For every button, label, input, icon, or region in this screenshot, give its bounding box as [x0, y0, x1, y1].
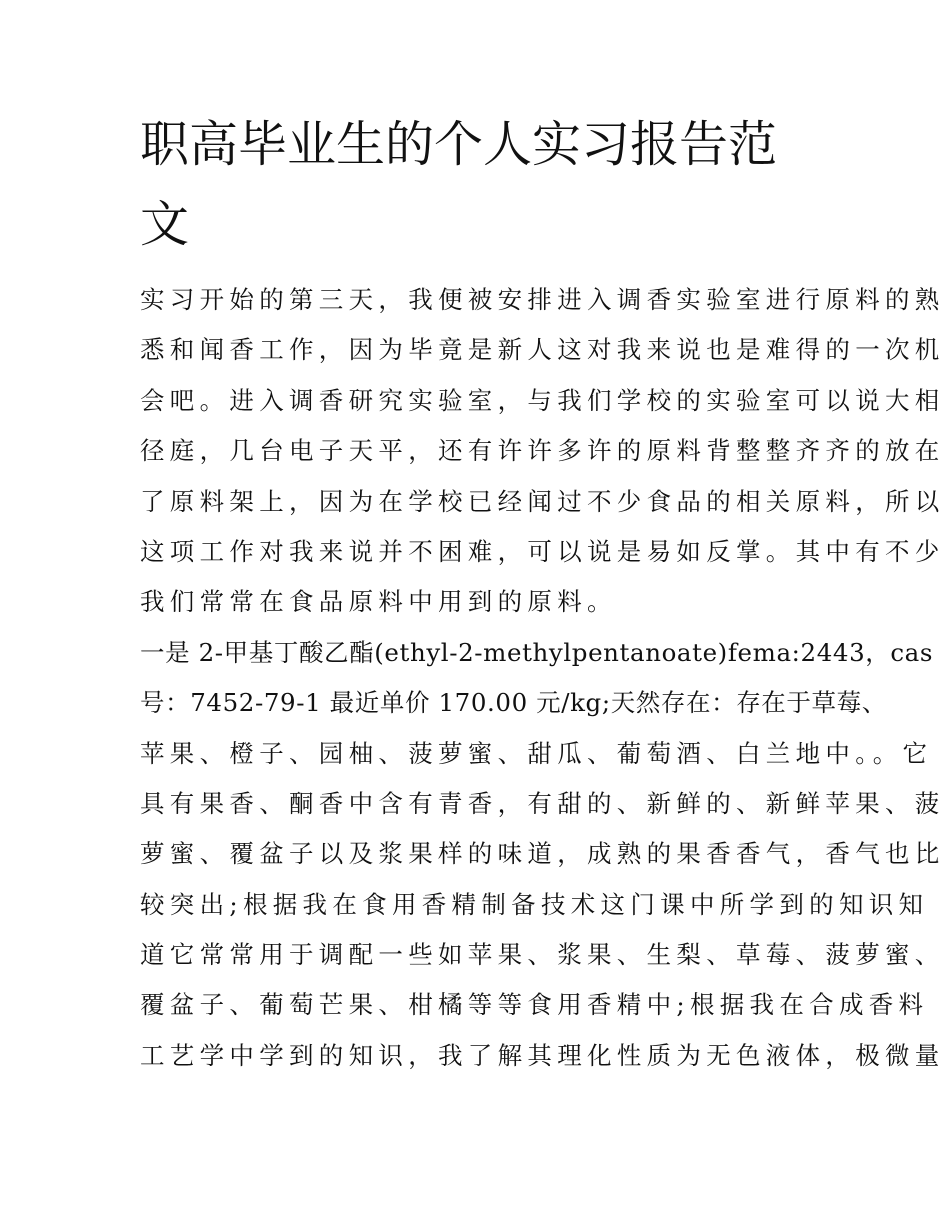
text-line: 我们常常在食品原料中用到的原料。	[140, 587, 617, 617]
text-line: 工艺学中学到的知识，我了解其理化性质为无色液体，极微量	[140, 1040, 945, 1070]
text-line: 号：7452-79-1 最近单价 170.00 元/kg;天然存在：存在于草莓、	[140, 688, 887, 718]
title-line: 文	[140, 196, 190, 253]
title-line: 职高毕业生的个人实习报告范	[140, 116, 778, 173]
text-line: 这项工作对我来说并不困难，可以说是易如反掌。其中有不少	[140, 536, 945, 566]
text-line: 具有果香、酮香中含有青香，有甜的、新鲜的、新鲜苹果、菠	[140, 788, 945, 818]
text-line: 覆盆子、葡萄芒果、柑橘等等食用香精中;根据我在合成香料	[140, 990, 929, 1020]
text-line: 萝蜜、覆盆子以及浆果样的味道，成熟的果香香气，香气也比	[140, 839, 945, 869]
text-line: 道它常常用于调配一些如苹果、浆果、生梨、草莓、菠萝蜜、	[140, 940, 945, 970]
text-line: 会吧。进入调香研究实验室，与我们学校的实验室可以说大相	[140, 385, 945, 415]
text-line: 径庭，几台电子天平，还有许许多许的原料背整整齐齐的放在	[140, 436, 945, 466]
paragraph-2	[140, 628, 945, 1082]
document-title	[140, 105, 820, 265]
text-line: 较突出;根据我在食用香精制备技术这门课中所学到的知识知	[140, 889, 929, 919]
text-line: 了原料架上，因为在学校已经闻过不少食品的相关原料，所以	[140, 486, 945, 516]
text-line: 苹果、橙子、园柚、菠萝蜜、甜瓜、葡萄酒、白兰地中。。它	[140, 738, 933, 768]
paragraph-1	[140, 275, 945, 628]
text-line: 悉和闻香工作，因为毕竟是新人这对我来说也是难得的一次机	[140, 335, 945, 365]
text-line: 实习开始的第三天，我便被安排进入调香实验室进行原料的熟	[140, 285, 945, 314]
text-line: 一是 2-甲基丁酸乙酯(ethyl-2-methylpentanoate)fema:2443，cas	[140, 637, 934, 667]
document-body	[140, 275, 945, 1081]
